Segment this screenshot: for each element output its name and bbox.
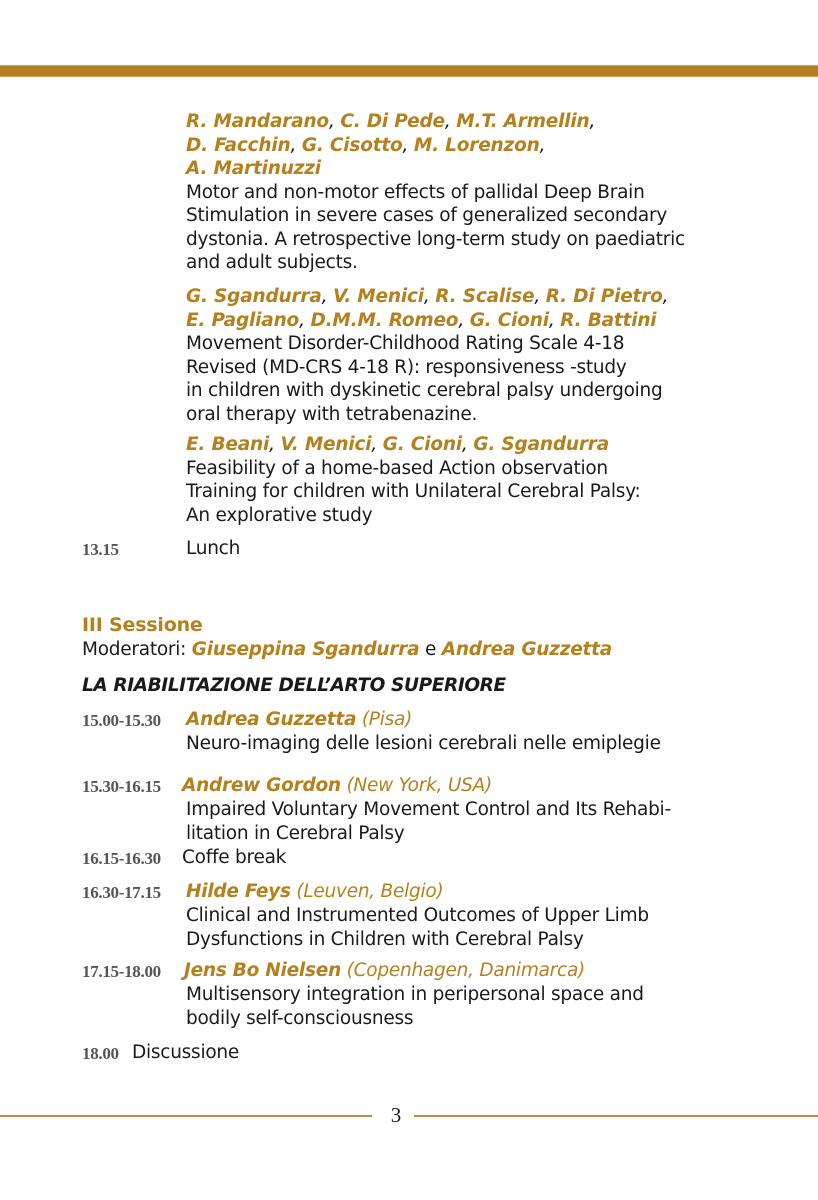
author: D. Facchin (186, 134, 291, 156)
author: G. Cisotto (301, 134, 403, 156)
talk-title-line: Clinical and Instrumented Outcomes of Upper Limb (186, 905, 649, 926)
paper-title-line: Stimulation in severe cases of generalized secondary (186, 205, 668, 226)
schedule-time: 13.15 (82, 540, 119, 559)
speaker-name: Jens Bo Nielsen (184, 960, 341, 981)
discussion-label: Discussione (132, 1042, 240, 1063)
paper-entry (186, 433, 746, 527)
speaker-name: Andrew Gordon (182, 775, 341, 796)
talk-title-line: litation in Cerebral Palsy (186, 822, 405, 844)
talk-title-line: Dysfunctions in Children with Cerebral Palsy (186, 928, 584, 950)
author: M. Lorenzon (413, 134, 540, 156)
author: G. Cioni (469, 309, 549, 331)
moderator-name: Andrea Guzzetta (441, 639, 612, 660)
author: E. Pagliano (186, 309, 300, 331)
schedule-time: 18.00 (82, 1044, 119, 1063)
speaker-line (182, 774, 492, 798)
paper-title-line: Motor and non-motor effects of pallidal Deep Brain (186, 181, 645, 203)
footer-rule-left (0, 1115, 372, 1117)
paper-title-line: dystonia. A retrospective long-term study on paediatric (186, 228, 685, 250)
speaker-place: (New York, USA) (346, 775, 492, 796)
paper-title (186, 332, 746, 426)
session-topic: LA RIABILITAZIONE DELL’ARTO SUPERIORE (82, 675, 506, 696)
paper-authors: R. Mandarano, C. Di Pede, M.T. Armellin, D. Facchin, G. Cisotto, M. Lorenzon, A. Martinuzzi (186, 111, 596, 179)
author: A. Martinuzzi (186, 158, 321, 179)
header-bar (0, 65, 818, 77)
author: M.T. Armellin (456, 111, 590, 132)
schedule-time: 15.00-15.30 (82, 711, 161, 730)
speaker-place: (Copenhagen, Danimarca) (346, 960, 586, 981)
talk-title: Neuro-imaging delle lesioni cerebrali nelle emiplegie (186, 733, 661, 754)
speaker-place: (Leuven, Belgio) (296, 881, 444, 902)
speaker-place: (Pisa) (361, 709, 413, 730)
talk-title (186, 798, 671, 845)
talk-title-line: bodily self-consciousness (186, 1007, 414, 1029)
author: R. Mandarano (186, 111, 329, 132)
author: V. Menici (280, 434, 372, 455)
author: R. Scalise (435, 286, 535, 307)
schedule-time: 15.30-16.15 (82, 777, 161, 796)
paper-entry (186, 110, 746, 275)
paper-title-line: Movement Disorder-Childhood Rating Scale 4-18 (186, 333, 625, 354)
schedule-time: 16.15-16.30 (82, 849, 161, 868)
speaker-line (186, 708, 412, 732)
paper-title-line: Feasibility of a home-based Action observation (186, 457, 608, 479)
break-label: Coffe break (182, 847, 287, 868)
paper-title-line: oral therapy with tetrabenazine. (186, 403, 478, 425)
paper-title (186, 457, 746, 528)
author: R. Battini (560, 309, 657, 331)
speaker-line (184, 959, 585, 983)
talk-title (186, 983, 644, 1030)
paper-title-line: An explorative study (186, 504, 373, 526)
author: C. Di Pede (340, 111, 445, 132)
paper-title-line: in children with dyskinetic cerebral palsy undergoing (186, 380, 663, 401)
speaker-line (186, 880, 443, 904)
author: E. Beani (186, 434, 270, 455)
schedule-time: 16.30-17.15 (82, 883, 161, 902)
speaker-name: Hilde Feys (186, 881, 291, 902)
lunch-label: Lunch (186, 538, 241, 559)
conjunction: e (424, 639, 437, 660)
paper-title (186, 181, 746, 275)
talk-title (186, 904, 649, 951)
moderators-label: Moderatori: (82, 639, 187, 660)
talk-title-line: Impaired Voluntary Movement Control and Its Rehabi- (186, 799, 671, 820)
paper-title-line: Revised (MD-CRS 4-18 R): responsiveness -study (186, 356, 627, 378)
paper-authors: E. Beani, V. Menici, G. Cioni, G. Sgandurra (186, 434, 609, 455)
talk-title-line: Multisensory integration in peripersonal space and (186, 984, 644, 1005)
paper-title-line: and adult subjects. (186, 252, 358, 273)
author: V. Menici (333, 286, 424, 307)
footer-rule-right (414, 1115, 818, 1117)
session-title: III Sessione (82, 614, 203, 636)
author: D.M.M. Romeo (310, 309, 459, 331)
author: G. Sgandurra (186, 286, 322, 307)
author: G. Cioni (382, 434, 462, 455)
schedule-time: 17.15-18.00 (82, 962, 161, 981)
moderators-line (82, 639, 612, 660)
moderator-name: Giuseppina Sgandurra (191, 639, 420, 660)
author: R. Di Pietro (545, 286, 663, 307)
speaker-name: Andrea Guzzetta (186, 709, 357, 730)
page-number: 3 (390, 1103, 402, 1127)
paper-authors: G. Sgandurra, V. Menici, R. Scalise, R. Di Pietro, E. Pagliano, D.M.M. Romeo, G. Cioni, R. Battini (186, 286, 669, 331)
paper-entry (186, 285, 746, 426)
author: G. Sgandurra (473, 434, 609, 455)
paper-title-line: Training for children with Unilateral Cerebral Palsy: (186, 481, 641, 502)
